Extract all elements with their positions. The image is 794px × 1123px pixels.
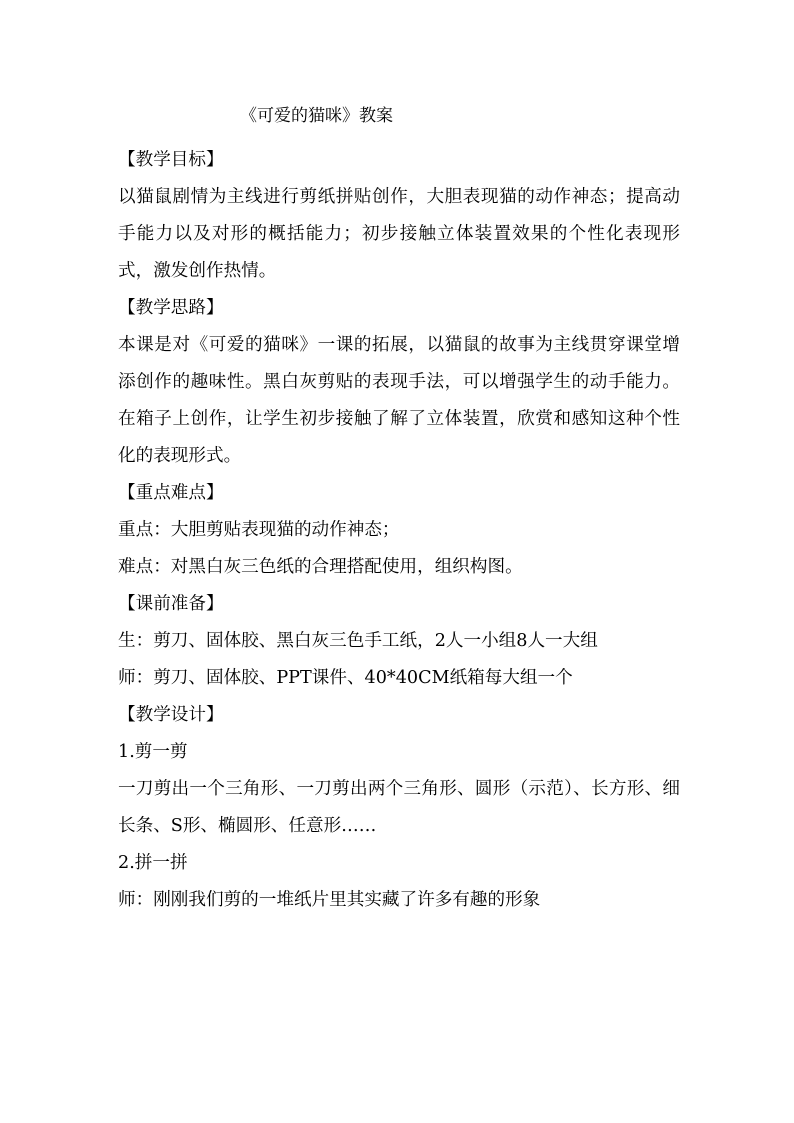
paragraph-student-materials: 生：剪刀、固体胶、黑白灰三色手工纸，2人一小组8人一大组: [118, 631, 598, 651]
paragraph-teacher-materials: 师：剪刀、固体胶、PPT课件、40*40CM纸箱每大组一个: [118, 668, 573, 688]
paragraph-teacher-remark: 师：刚刚我们剪的一堆纸片里其实藏了许多有趣的形象: [118, 890, 541, 910]
paragraph-cut-shapes: 一刀剪出一个三角形、一刀剪出两个三角形、圆形（示范）、长方形、细长条、S形、椭圆形、任意形……: [118, 779, 680, 836]
section-heading-preparation: 【课前准备】: [118, 594, 224, 614]
section-heading-teaching-goals: 【教学目标】: [118, 150, 224, 170]
section-heading-teaching-design: 【教学设计】: [118, 705, 224, 725]
document-title: 《可爱的猫咪》教案: [240, 106, 393, 126]
paragraph-teaching-approach: 本课是对《可爱的猫咪》一课的拓展，以猫鼠的故事为主线贯穿课堂增添创作的趣味性。黑白灰剪贴的表现手法，可以增强学生的动手能力。在箱子上创作，让学生初步接触了解了立体装置，欣赏和感知这种个性化的表现形式。: [118, 335, 680, 466]
paragraph-teaching-goals: 以猫鼠剧情为主线进行剪纸拼贴创作，大胆表现猫的动作神态；提高动手能力以及对形的概括能力；初步接触立体装置效果的个性化表现形式，激发创作热情。: [118, 187, 680, 281]
document-body: [118, 142, 680, 919]
paragraph-difficult-point: 难点：对黑白灰三色纸的合理搭配使用，组织构图。: [118, 557, 523, 577]
section-heading-teaching-approach: 【教学思路】: [118, 298, 224, 318]
section-heading-key-points: 【重点难点】: [118, 483, 224, 503]
step-heading-assemble: 2.拼一拼: [118, 853, 188, 873]
step-heading-cut: 1.剪一剪: [118, 742, 188, 762]
paragraph-key-point: 重点：大胆剪贴表现猫的动作神态；: [118, 520, 400, 540]
